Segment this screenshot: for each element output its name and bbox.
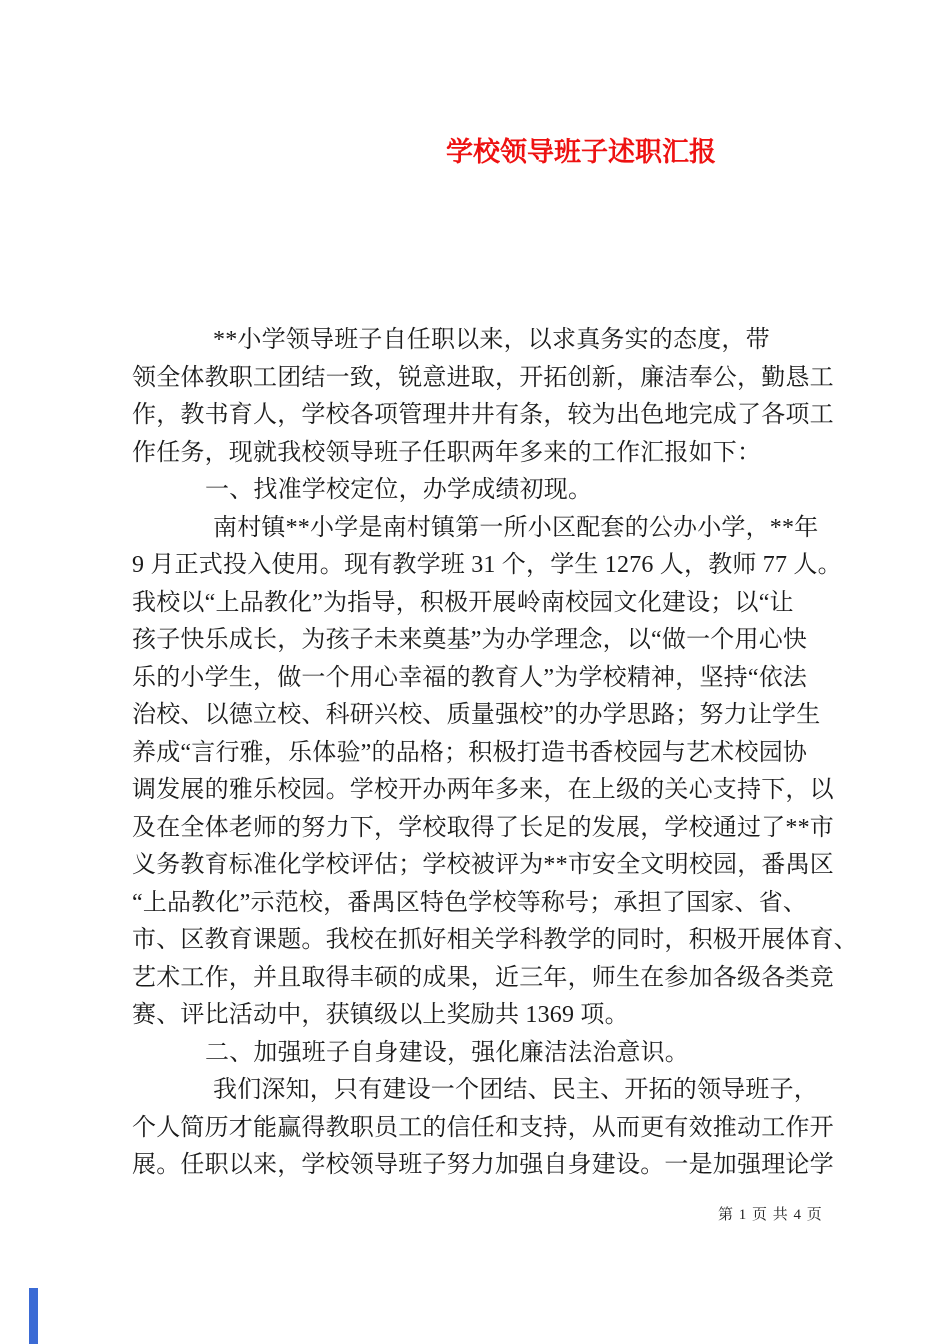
- body-line: 养成“言行雅，乐体验”的品格；积极打造书香校园与艺术校园协: [132, 739, 808, 766]
- document-title: 学校领导班子述职汇报: [446, 137, 716, 167]
- body-line: 赛、评比活动中，获镇级以上奖励共 1369 项。: [132, 1002, 629, 1028]
- body-line: “上品教化”示范校，番禺区特色学校等称号；承担了国家、省、: [132, 889, 808, 916]
- body-line: 治校、以德立校、科研兴校、质量强校”的办学思路；努力让学生: [132, 702, 821, 728]
- body-line: 南村镇**小学是南村镇第一所小区配套的公办小学，**年: [213, 514, 819, 541]
- body-line: 个人简历才能赢得教职员工的信任和支持，从而更有效推动工作开: [132, 1114, 834, 1141]
- section-heading: 一、找准学校定位，办学成绩初现。: [205, 477, 593, 503]
- body-line: 我们深知，只有建设一个团结、民主、开拓的领导班子，: [213, 1077, 818, 1103]
- window-edge-artifact: [29, 1288, 38, 1344]
- body-line: **小学领导班子自任职以来，以求真务实的态度，带: [213, 327, 770, 353]
- body-line: 9 月正式投入使用。现有教学班 31 个，学生 1276 人，教师 77 人。: [132, 552, 842, 578]
- body-line: 及在全体老师的努力下，学校取得了长足的发展，学校通过了**市: [132, 814, 834, 841]
- body-line: 作任务，现就我校领导班子任职两年多来的工作汇报如下：: [132, 439, 762, 466]
- body-line: 市、区教育课题。我校在抓好相关学科教学的同时，积极开展体育、: [132, 927, 858, 953]
- body-line: 艺术工作，并且取得丰硕的成果，近三年，师生在参加各级各类竞: [132, 964, 834, 991]
- page-number-footer: 第 1 页 共 4 页: [718, 1207, 823, 1223]
- section-heading: 二、加强班子自身建设，强化廉洁法治意识。: [205, 1039, 689, 1066]
- body-line: 义务教育标准化学校评估；学校被评为**市安全文明校园，番禺区: [132, 852, 834, 878]
- document-body: [132, 322, 858, 1185]
- body-line: 领全体教职工团结一致，锐意进取，开拓创新，廉洁奉公，勤恳工: [132, 364, 834, 391]
- body-line: 调发展的雅乐校园。学校开办两年多来，在上级的关心支持下，以: [132, 777, 834, 803]
- body-line: 我校以“上品教化”为指导，积极开展岭南校园文化建设；以“让: [132, 589, 794, 616]
- body-line: 作，教书育人，学校各项管理井井有条，较为出色地完成了各项工: [132, 402, 834, 428]
- body-line: 孩子快乐成长，为孩子未来奠基”为办学理念，以“做一个用心快: [132, 627, 808, 653]
- body-line: 展。任职以来，学校领导班子努力加强自身建设。一是加强理论学: [132, 1152, 834, 1178]
- body-line: 乐的小学生，做一个用心幸福的教育人”为学校精神，坚持“依法: [132, 664, 808, 691]
